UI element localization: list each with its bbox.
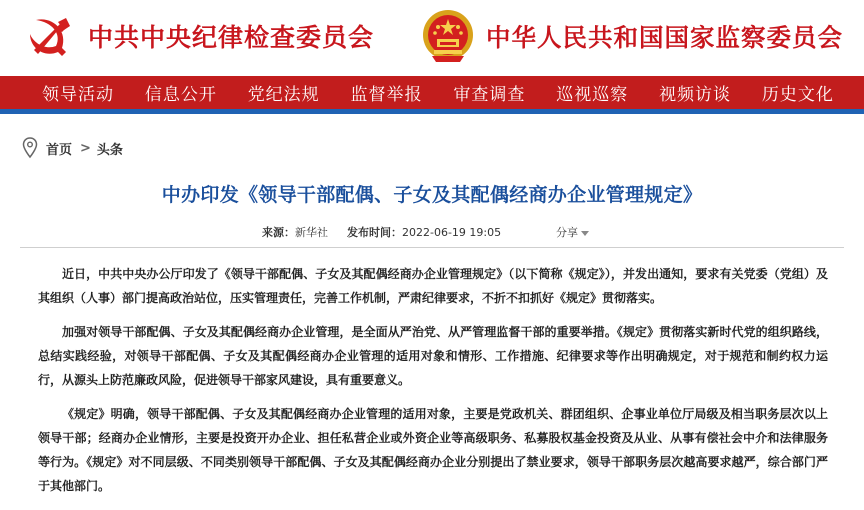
breadcrumb-separator: > bbox=[80, 140, 91, 156]
source-label: 来源： bbox=[262, 226, 295, 239]
nav-item-leadership[interactable]: 领导活动 bbox=[42, 85, 114, 105]
article-meta bbox=[0, 224, 864, 240]
site-header bbox=[0, 0, 864, 76]
nav-item-disclosure[interactable]: 信息公开 bbox=[144, 85, 217, 105]
time-label: 发布时间： bbox=[347, 226, 402, 239]
nav-item-regulations[interactable]: 党纪法规 bbox=[247, 85, 320, 105]
national-emblem-icon bbox=[422, 8, 474, 64]
nav-item-report[interactable]: 监督举报 bbox=[350, 85, 423, 105]
nsc-name: 中华人民共和国国家监察委员会 bbox=[486, 22, 843, 52]
article-time bbox=[347, 224, 501, 240]
party-emblem-icon bbox=[22, 10, 74, 62]
meta-divider bbox=[20, 247, 844, 248]
nav-item-video[interactable]: 视频访谈 bbox=[659, 85, 732, 105]
caret-down-icon bbox=[581, 231, 589, 236]
ccdi-name: 中共中央纪律检查委员会 bbox=[88, 23, 375, 52]
breadcrumb-current[interactable]: 头条 bbox=[96, 142, 123, 158]
share-label: 分享 bbox=[556, 226, 578, 239]
breadcrumb bbox=[22, 134, 123, 162]
article-paragraph-2: 加强对领导干部配偶、子女及其配偶经商办企业管理，是全面从严治党、从严管理监督干部的重要举措。《规定》贯彻落实新时代党的组织路线，总结实践经验，对领导干部配偶、子女及其配偶经商办企业管理的适用对象和情形、工作措施、纪律要求等作出明确规定，对于规范和制约权力运行，从源头上防范廉政风险，促进领导干部家风建设，具有重要意义。 bbox=[38, 325, 828, 387]
ccdi-brand[interactable] bbox=[22, 4, 374, 68]
breadcrumb-home-link[interactable]: 首页 bbox=[46, 142, 73, 158]
article-body bbox=[38, 262, 828, 508]
nav-item-history[interactable]: 历史文化 bbox=[761, 85, 834, 105]
location-pin-icon bbox=[22, 137, 38, 159]
source-value: 新华社 bbox=[295, 226, 328, 239]
article-paragraph-3: 《规定》明确，领导干部配偶、子女及其配偶经商办企业管理的适用对象，主要是党政机关、群团组织、企事业单位厅局级及相当职务层次以上领导干部；经商办企业情形，主要是投资开办企业、担任私营企业或外资企业等高级职务、私募股权基金投资及从业、从事有偿社会中介和法律服务等行为。《规定》对不同层级、不同类别领导干部配偶、子女及其配偶经商办企业分别提出了禁业要求，领导干部职务层次越高要求越严，综合部门严于其他部门。 bbox=[38, 407, 828, 493]
share-button[interactable] bbox=[556, 224, 589, 240]
article-paragraph-1: 近日，中共中央办公厅印发了《领导干部配偶、子女及其配偶经商办企业管理规定》（以下简称《规定》），并发出通知，要求有关党委（党组）及其组织（人事）部门提高政治站位，压实管理责任，完善工作机制，严肃纪律要求，不折不扣抓好《规定》贯彻落实。 bbox=[38, 267, 828, 305]
nav-item-inspection[interactable]: 巡视巡察 bbox=[556, 85, 629, 105]
main-nav bbox=[0, 76, 864, 114]
nav-item-investigation[interactable]: 审查调查 bbox=[453, 85, 526, 105]
nsc-brand[interactable] bbox=[422, 4, 843, 68]
article-title: 中办印发《领导干部配偶、子女及其配偶经商办企业管理规定》 bbox=[161, 184, 703, 206]
time-value: 2022-06-19 19:05 bbox=[402, 226, 502, 239]
article-source bbox=[262, 224, 328, 240]
